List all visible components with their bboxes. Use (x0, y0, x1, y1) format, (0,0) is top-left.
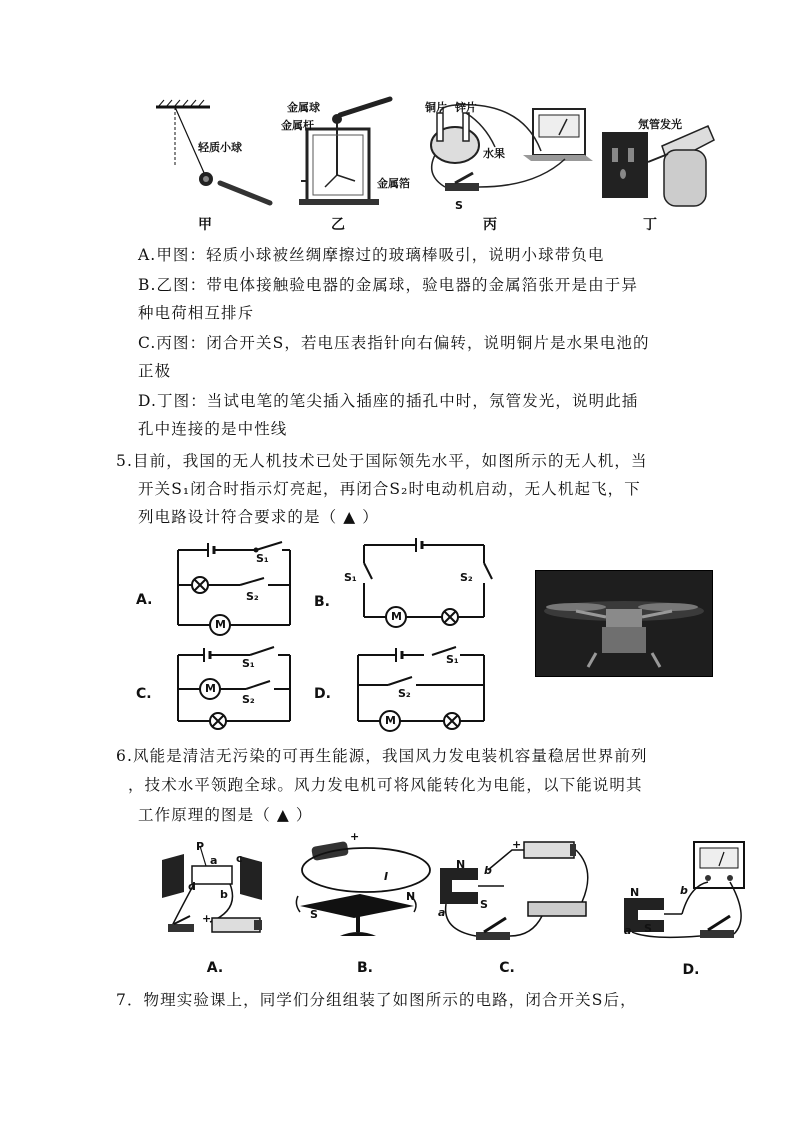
q6c-label-s: S (480, 898, 488, 911)
q6-figure-c (432, 840, 597, 950)
q4-option-c-cont: 正极 (138, 362, 172, 380)
label-light-ball: 轻质小球 (198, 141, 242, 154)
motor-principle-illustration (432, 840, 597, 950)
q6-caption-b: B. (357, 960, 373, 976)
q6a-label-b: b (220, 888, 228, 901)
q6-figure-a (150, 840, 280, 945)
label-fruit: 水果 (483, 147, 505, 160)
circuit-c-motor: M (205, 682, 216, 695)
q6-figure-d (620, 838, 755, 948)
figure-yi (281, 95, 410, 210)
circuit-d-diagram (348, 645, 493, 730)
q6b-label-i: I (384, 870, 389, 883)
q6a-label-c: c (236, 852, 243, 865)
circuit-b-s2: S₂ (460, 571, 473, 584)
caption-ding: 丁 (643, 217, 657, 233)
q6b-label-plus: + (350, 830, 360, 843)
circuit-d-s2: S₂ (398, 687, 411, 700)
q4-option-b: B.乙图：带电体接触验电器的金属球，验电器的金属箔张开是由于异 (138, 276, 638, 294)
circuit-b-motor: M (391, 610, 402, 623)
circuit-c (170, 645, 300, 730)
q4-option-c: C.丙图：闭合开关S，若电压表指针向右偏转，说明铜片是水果电池的 (138, 334, 650, 352)
q5-stem-line-2: 开关S₁闭合时指示灯亮起，再闭合S₂时电动机启动，无人机起飞，下 (138, 480, 641, 498)
q6c-label-plus: + (512, 838, 522, 851)
circuit-b (344, 535, 494, 635)
label-zinc: 锌片 (455, 101, 477, 114)
drone-photo (535, 570, 713, 677)
caption-bing: 丙 (483, 217, 497, 233)
q7-stem-line-1: 7．物理实验课上，同学们分组组装了如图所示的电路，闭合开关S后， (116, 991, 637, 1009)
circuit-a-motor: M (215, 618, 226, 631)
circuit-a-diagram (170, 540, 300, 640)
q6-figure-b (290, 832, 430, 947)
circuit-b-s1: S₁ (344, 571, 357, 584)
q4-option-d: D.丁图：当试电笔的笔尖插入插座的插孔中时，氖管发光，说明此插 (138, 392, 639, 410)
q6c-label-b: b (484, 864, 492, 877)
q4-option-a: A.甲图：轻质小球被丝绸摩擦过的玻璃棒吸引，说明小球带负电 (138, 246, 605, 264)
q6a-label-plus: + (202, 912, 212, 925)
q6a-label-a: a (210, 854, 218, 867)
circuit-d (348, 645, 493, 730)
q4-option-b-cont: 种电荷相互排斥 (138, 304, 255, 322)
figure-ding (598, 110, 718, 210)
q5-stem-line-1: 5.目前，我国的无人机技术已处于国际领先水平，如图所示的无人机，当 (116, 452, 648, 470)
caption-yi: 乙 (331, 217, 345, 233)
q6c-label-a: a (438, 906, 446, 919)
q6d-label-b: b (680, 884, 688, 897)
circuit-a (170, 540, 300, 640)
label-switch-s: S (455, 199, 463, 212)
circuit-c-diagram (170, 645, 300, 730)
q5-option-d-label: D. (314, 686, 331, 702)
label-metal-rod: 金属杆 (281, 119, 314, 132)
circuit-c-s1: S₁ (242, 657, 255, 670)
q6-stem-line-3: 工作原理的图是（ ▲ ） (138, 806, 313, 824)
circuit-b-diagram (344, 535, 494, 635)
q6c-label-n: N (456, 858, 466, 871)
q6-caption-d: D. (682, 962, 700, 978)
drone-image (536, 571, 712, 676)
q6d-label-a: a (624, 924, 632, 937)
q6a-label-p: P (196, 840, 205, 853)
q6-stem-line-1: 6.风能是清洁无污染的可再生能源，我国风力发电装机容量稳居世界前列 (116, 747, 648, 765)
caption-jia: 甲 (198, 217, 212, 233)
q6-stem-line-2: ，技术水平领跑全球。风力发电机可将风能转化为电能，以下能说明其 (128, 776, 643, 794)
q5-option-a-label: A. (136, 592, 153, 608)
q6a-label-d: d (188, 880, 196, 893)
circuit-d-s1: S₁ (446, 653, 459, 666)
q6d-label-s: S (644, 922, 652, 935)
label-neon-glow: 氖管发光 (638, 118, 682, 131)
q4-option-d-cont: 孔中连接的是中性线 (138, 420, 288, 438)
q6-caption-a: A. (206, 960, 224, 976)
circuit-c-s2: S₂ (242, 693, 255, 706)
label-metal-foil: 金属箔 (377, 177, 410, 190)
label-metal-ball: 金属球 (287, 101, 320, 114)
q5-stem-line-3: 列电路设计符合要求的是（ ▲ ） (138, 508, 379, 526)
circuit-a-s1: S₁ (256, 552, 269, 565)
q6b-label-n: N (406, 890, 416, 903)
q5-option-b-label: B. (314, 594, 330, 610)
q6b-label-s: S (310, 908, 318, 921)
circuit-d-motor: M (385, 714, 396, 727)
label-copper: 铜片 (425, 101, 447, 114)
figure-bing (415, 95, 595, 210)
circuit-a-s2: S₂ (246, 590, 259, 603)
q6d-label-n: N (630, 886, 640, 899)
q5-option-c-label: C. (136, 686, 152, 702)
q6-caption-c: C. (499, 960, 515, 976)
figure-jia (150, 95, 280, 210)
